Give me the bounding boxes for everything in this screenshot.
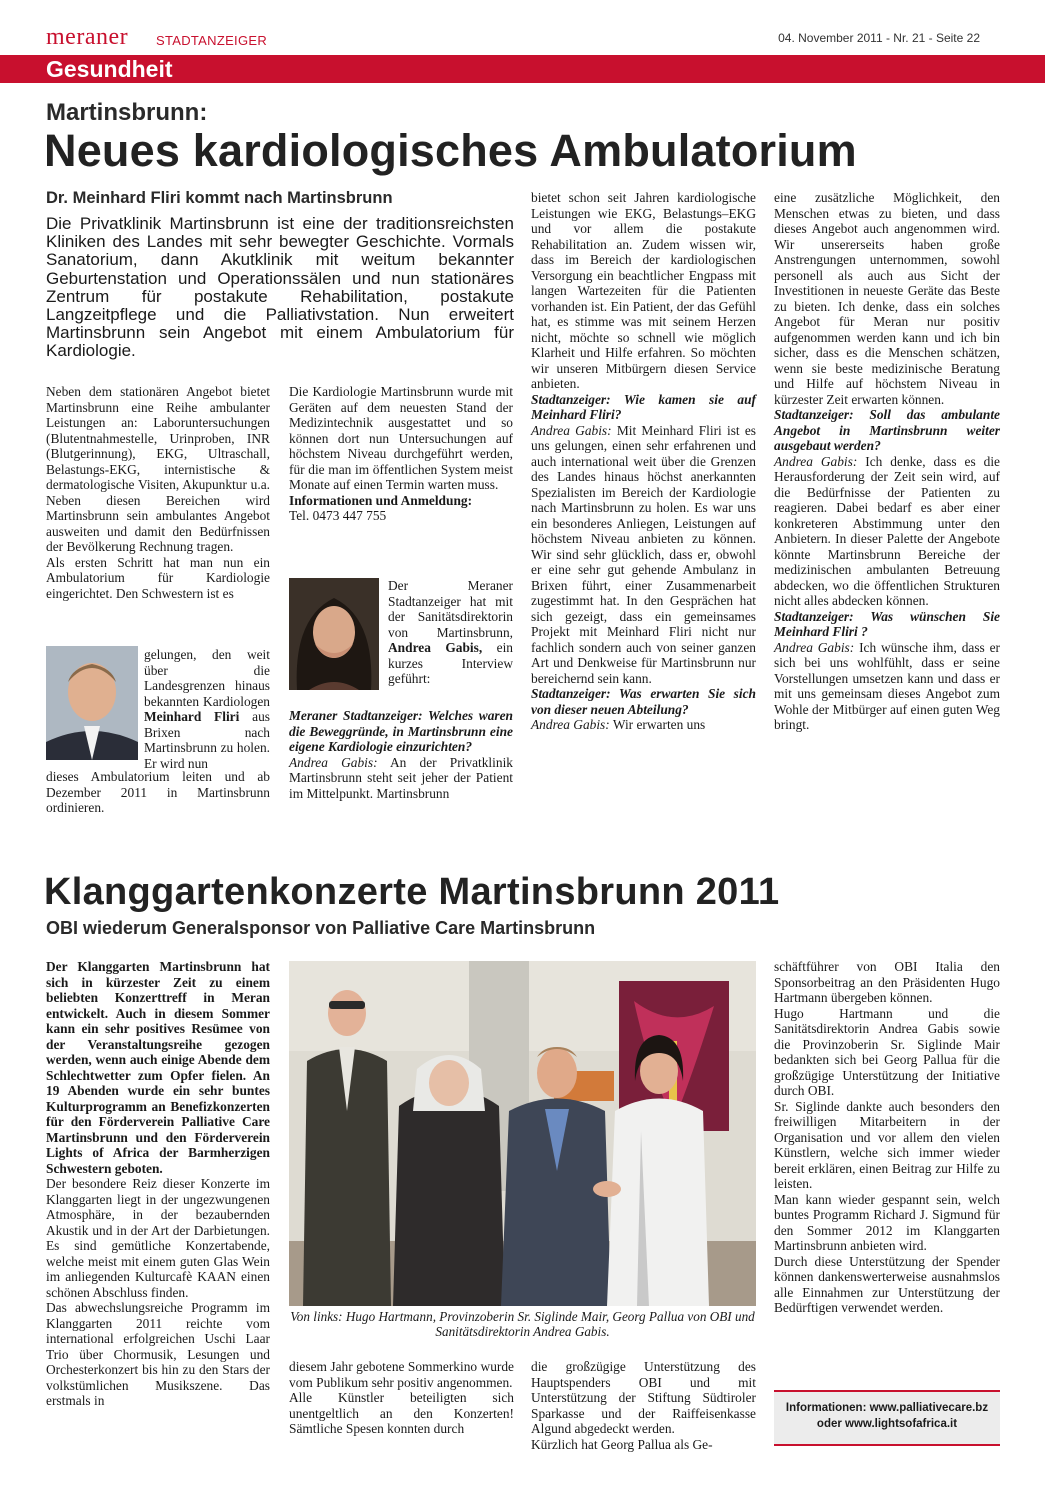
body-paragraph: dieses Ambulatorium leiten und ab Dezember 2011 in Martinsbrunn ordinieren.	[46, 769, 270, 815]
info-phone: Tel. 0473 447 755	[289, 508, 387, 523]
article1-column-1	[46, 384, 270, 601]
info-label: Informationen und Anmeldung:	[289, 492, 473, 508]
body-text: Der Meraner Stadtanzeiger hat mit der Sanitätsdirektorin von Martinsbrunn,	[388, 578, 513, 640]
interview-answer: Ich denke, dass es die Herausforderung der Zeit sein wird, auf die Bedürfnisse der Patienten zu reagieren. Dabei bedarf es aber einer konkreteren Abstimmung unter den Anbietern. In dieser Palette der Angebote könnte Martinsbrunn Bereiche der medizinischen ambulanten Betreuung abdecken, wo die öffentlichen Strukturen nicht alles abdecken können.	[774, 453, 1000, 608]
brand-subtitle: STADTANZEIGER	[156, 33, 268, 48]
body-paragraph: die großzügige Unterstützung des Hauptspenders OBI und mit Unterstützung der Stiftung Südtiroler Sparkasse und der Raiffeisenkasse Algund abgedeckt werden.	[531, 1359, 756, 1436]
interview-answer: An der Privatklinik Martinsbrunn steht seit jeher der Patient im Mittelpunkt. Martinsbrunn	[289, 754, 513, 801]
portrait-image	[289, 578, 379, 690]
article1-subhead: Dr. Meinhard Fliri kommt nach Martinsbrunn	[46, 189, 393, 207]
article1-column-4	[774, 190, 1000, 733]
info-box	[774, 1390, 1000, 1446]
article1-lead: Die Privatklinik Martinsbrunn ist eine der traditionsreichsten Kliniken des Landes mit sehr bewegter Geschichte. Vormals Sanatorium, dann Akutklinik mit weitum bekannter Geburtenstation und Operationssälen und nun stationäres Zentrum für postakute Rehabilitation, postakute Langzeitpflege und die Palliativstation. Nun erweitert Martinsbrunn sein Angebot mit einem Ambulatorium für Kardiologie.	[46, 214, 514, 361]
person-name: Meinhard Fliri	[144, 709, 240, 724]
portrait-meinhard-fliri	[46, 646, 138, 760]
body-paragraph: Der besondere Reiz dieser Konzerte im Klanggarten liegt in der ungezwungenen Atmosphäre, in der bezaubernden Akustik und in der Art der Darbietungen. Es sind gemütliche Konzertabende, welche meist mit einem guten Glas Wein im anliegenden Kulturcafè KAAN einen schönen Abschluss finden.	[46, 1176, 270, 1300]
article1-column-2-interview	[289, 708, 513, 801]
section-bar	[0, 55, 1045, 83]
brand-logo: meraner	[46, 24, 129, 50]
article1-headline: Neues kardiologisches Ambulatorium	[44, 125, 857, 176]
article2-column-3	[531, 1359, 756, 1452]
article1-column-1-wrap	[144, 647, 270, 771]
body-paragraph: Durch diese Unterstützung der Spender können dankenswerterweise ausnahmslos alle Einnahmen zur Unterstützung der Bedürftigen verwendet werden.	[774, 1253, 1000, 1315]
article2-headline: Klanggartenkonzerte Martinsbrunn 2011	[44, 871, 780, 913]
interview-question: Stadtanzeiger: Was wünschen Sie Meinhard Fliri ?	[774, 608, 1000, 639]
interview-speaker: Andrea Gabis:	[531, 422, 612, 438]
body-paragraph: Hugo Hartmann und die Sanitätsdirektorin Andrea Gabis sowie die Provinzoberin Sr. Siglinde Mair bedankten sich bei Georg Pallua für die großzügige Unterstützung der Initiative durch OBI.	[774, 1005, 1000, 1098]
body-paragraph: Das abwechslungsreiche Programm im Klanggarten 2011 reichte vom international erfolgreichen Uschi Laar Trio über Chormusik, Lesungen und Orchesterkonzert bis hin zu den Stars der volkstümlichen Musikszene. Das erstmals in	[46, 1300, 270, 1408]
portrait-image	[46, 646, 138, 760]
article2-intro: Der Klanggarten Martinsbrunn hat sich in kürzester Zeit zu einem beliebten Konzerttreff in Meran entwickelt. Auch in diesem Sommer kann ein sehr positives Resümee von der Veranstaltungsreihe gezogen werden, wenn auch einige Abende dem Schlechtwetter zum Opfer fielen. An 19 Abenden wurde ein sehr buntes Kulturprogramm an Benefizkonzerten für den Förderverein Palliative Care Martinsbrunn und den Förderverein Lights of Africa der Barmherzigen Schwestern geboten.	[46, 959, 270, 1176]
body-paragraph: Kürzlich hat Georg Pallua als Ge-	[531, 1436, 713, 1452]
article1-kicker: Martinsbrunn:	[46, 99, 208, 126]
interview-speaker: Andrea Gabis:	[774, 453, 858, 469]
interview-question: Stadtanzeiger: Soll das ambulante Angebot in Martinsbrunn weiter ausgebaut werden?	[774, 407, 1000, 453]
article1-column-1-end	[46, 769, 270, 816]
body-paragraph: bietet schon seit Jahren kardiologische Leistungen wie EKG, Belastungs–EKG und vor allem die postakute Rehabilitation an. Zudem wissen wir, dass im Bereich der kardiologischen Versorgung ein beachtlicher Engpass mit langen Wartezeiten für die Patienten vorhanden ist. Ein Patient, der das Gefühl hat, es stimme was mit seinem Herzen nicht, möchte so schnell wie möglich Klarheit und Hilfe erfahren. So möchten wir unseren Mitbürgern diesen Service anbieten.	[531, 190, 756, 391]
person-name: Andrea Gabis,	[388, 640, 483, 655]
body-paragraph: eine zusätzliche Möglichkeit, den Menschen etwas zu bieten, und dass dieses Angebot auch angenommen wird. Wir unsererseits haben große Anstrengungen unternommen, sowohl personell als auch aus Sicht der Investitionen in neueste Geräte das Beste zu bieten. Ich denke, dass ein solches Angebot für Meran nur positiv aufgenommen werden kann und ich bin sicher, dass es die Menschen schätzen, wenn sie beste medizinische Beratung und Hilfe auf höchstem Niveau in kürzester Zeit erwarten können.	[774, 190, 1000, 407]
body-paragraph: Man kann wieder gespannt sein, welch buntes Programm Richard J. Sigmund für den Sommer 2012 im Klanggarten Martinsbrunn anbieten wird.	[774, 1191, 1000, 1253]
body-paragraph: Die Kardiologie Martinsbrunn wurde mit Geräten auf dem neuesten Stand der Medizintechnik ausgestattet und so können dort nun Untersuchungen auf höchstem Niveau durchgeführt werden, für die man im öffentlichen System meist Monate auf einen Termin warten muss.	[289, 384, 513, 492]
portrait-andrea-gabis	[289, 578, 379, 690]
group-photo	[289, 961, 756, 1306]
body-paragraph: Neben dem stationären Angebot bietet Martinsbrunn eine Reihe ambulanter Leistungen an: Laboruntersuchungen (Blutentnahmestelle, Urinproben, INR (Blutgerinnung), EKG, Ultraschall, Belastungs-EKG, internistische & dermatologische Visiten, Akupunktur u.a. Neben diesen Bereichen wird Martinsbrunn sein ambulantes Angebot ausweiten und damit den Bedürfnissen der Bevölkerung Rechnung tragen.	[46, 384, 270, 554]
section-title: Gesundheit	[46, 56, 173, 82]
body-text: ein kurzes Interview geführt:	[388, 640, 513, 686]
interview-answer: Ich wünsche ihm, dass er sich bei uns wohlfühlt, dass er seine Vorstellungen umsetzen kann und dass er mit uns gemeinsam dieses Angebot zum Wohle der Mitbürger auf einen guten Weg bringt.	[774, 639, 1000, 732]
interview-speaker: Andrea Gabis:	[289, 754, 378, 770]
info-line-1: Informationen: www.palliativecare.bz	[785, 1402, 989, 1414]
body-paragraph: Als ersten Schritt hat man nun ein Ambulatorium für Kardiologie eingerichtet. Den Schwestern ist es	[46, 554, 270, 601]
interview-question: Meraner Stadtanzeiger: Welches waren die Beweggründe, in Martinsbrunn eine eigene Kardiologie einzurichten?	[289, 708, 513, 754]
interview-speaker: Andrea Gabis:	[774, 639, 855, 655]
group-photo-image	[289, 961, 756, 1306]
article1-column-2-wrap	[388, 578, 513, 687]
body-paragraph: Sr. Siglinde dankte auch besonders den freiwilligen Mitarbeitern in der Organisation und vor allem den vielen Künstlern, welche sich immer wieder bereit erklären, einen Beitrag zur Hilfe zu leisten.	[774, 1098, 1000, 1191]
body-paragraph: diesem Jahr gebotene Sommerkino wurde vom Publikum sehr positiv angenommen.	[289, 1359, 514, 1390]
issue-line: 04. November 2011 - Nr. 21 - Seite 22	[778, 31, 980, 45]
info-line-2: oder www.lightsofafrica.it	[816, 1418, 958, 1430]
body-paragraph: schäftführer von OBI Italia den Sponsorbeitrag an den Präsidenten Hugo Hartmann übergeben können.	[774, 959, 1000, 1005]
body-text: gelungen, den weit über die Landesgrenzen hinaus bekannten Kardiologen	[144, 647, 270, 709]
article2-column-1	[46, 959, 270, 1409]
article2-column-2	[289, 1359, 514, 1437]
interview-question: Stadtanzeiger: Was erwarten Sie sich von dieser neuen Abteilung?	[531, 686, 756, 717]
article1-column-2	[289, 384, 513, 524]
body-text: aus Brixen nach Martinsbrunn zu holen. Er wird nun	[144, 709, 270, 771]
interview-question: Stadtanzeiger: Wie kamen sie auf Meinhard Fliri?	[531, 391, 756, 422]
article2-subhead: OBI wiederum Generalsponsor von Palliative Care Martinsbrunn	[46, 918, 596, 938]
interview-answer: Wir erwarten uns	[612, 717, 706, 732]
body-paragraph: Alle Künstler beteiligten sich unentgeltlich an den Konzerten! Sämtliche Spesen konnten durch	[289, 1390, 514, 1436]
article2-column-4	[774, 959, 1000, 1316]
masthead	[46, 24, 996, 52]
interview-answer: Mit Meinhard Fliri ist es uns gelungen, einen sehr erfahrenen und auch international weit über die Grenzen des Landes hinaus höchst anerkannten Spezialisten im Bereich der Kardiologie nach Martinsbrunn zu holen. Es war uns ein besonderes Anliegen, Leistungen auf höchstem Niveau anbieten zu können. Wir sind sehr glücklich, dass er, obwohl er eine sehr gut gehende Ambulanz in Brixen führt, einer Zusammenarbeit zugestimmt hat. In den Gesprächen hat sich gezeigt, dass ein gemeinsames Projekt mit Meinhard Fliri nicht nur fachlich sondern auch von seiner ganzen Art und Denkweise für Martinsbrunn nur bereichernd sein kann.	[531, 422, 757, 686]
interview-speaker: Andrea Gabis:	[531, 717, 610, 732]
article1-column-3	[531, 190, 756, 733]
photo-caption: Von links: Hugo Hartmann, Provinzoberin Sr. Siglinde Mair, Georg Pallua von OBI und Sanitätsdirektorin Andrea Gabis.	[290, 1309, 755, 1339]
